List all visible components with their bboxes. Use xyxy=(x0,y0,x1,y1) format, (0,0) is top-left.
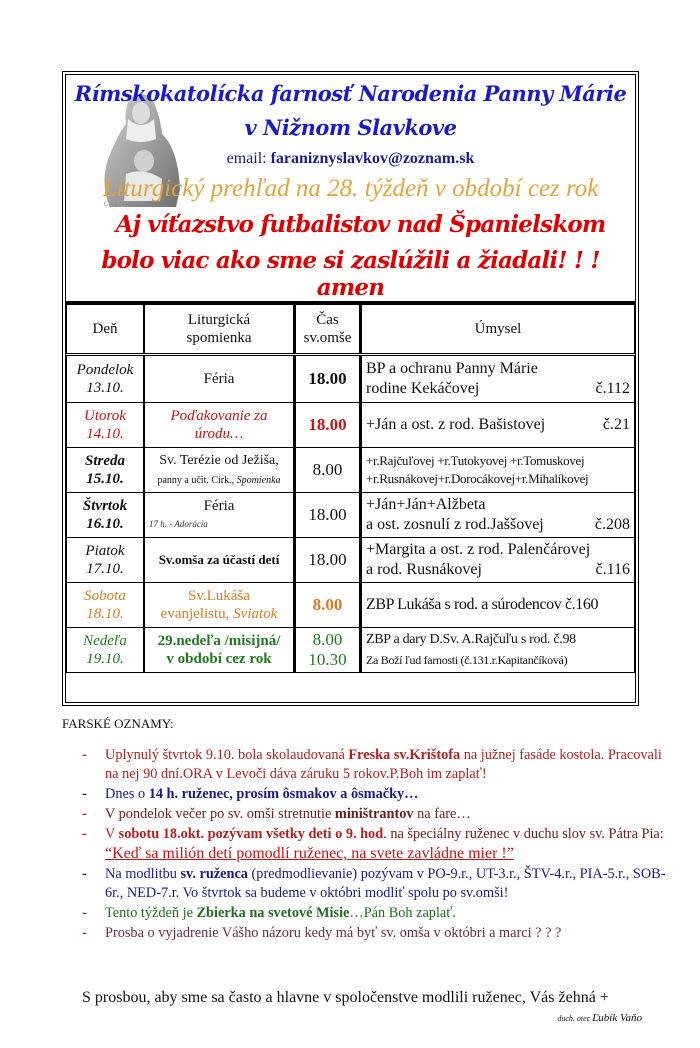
intention-cell: ZBP a dary D.Sv. A.Rajčuľu s rod. č.98 Za Boží ľud farnosti (č.131.r.Kapitančíková) xyxy=(361,628,635,673)
announcement-item: - Dnes o 14 h. ruženec, prosím ôsmakov a ôsmačky… xyxy=(82,786,419,802)
time-cell: 18.00 xyxy=(295,355,361,403)
intention-cell: +Margita a ost. z rod. Palenčárovej a rod. Rusnákovej č.116 xyxy=(361,538,635,583)
day-cell: Utorok 14.10. xyxy=(67,403,145,448)
header-liturgy: Liturgická spomienka xyxy=(144,305,295,355)
table-row xyxy=(67,448,635,493)
liturgy-cell: Poďakovanie za úrodu… xyxy=(144,403,295,448)
header-day: Deň xyxy=(67,305,145,355)
bulletin-frame xyxy=(62,71,639,706)
intention-cell: +Ján a ost. z rod. Bašistovej č.21 xyxy=(361,403,635,448)
intention-cell: ZBP Lukáša s rod. a súrodencov č.160 xyxy=(361,583,635,628)
liturgy-cell: Sv.omša za účastí detí xyxy=(144,538,295,583)
announcement-item: - Tento týždeň je Zbierka na svetové Misie…Pán Boh zaplať. xyxy=(82,905,456,921)
closing-text: S prosbou, aby sme sa často a hlavne v spoločenstve modlili ruženec, Vás žehná + xyxy=(82,989,609,1006)
announcement-item: - V sobotu 18.okt. pozývam všetky deti o 9. hod. na špeciálny ruženec v duchu slov sv. Pátra Pia: “Keď sa milión detí pomodlí ruženec, na svete zavládne mier !” xyxy=(82,826,664,862)
time-cell: 8.00 xyxy=(295,448,361,493)
announcement-item: - Prosba o vyjadrenie Vášho názoru kedy má byť sv. omša v októbri a marci ? ? ? xyxy=(82,925,562,941)
liturgy-cell: 29.nedeľa /misijná/ v období cez rok xyxy=(144,628,295,673)
day-cell: Nedeľa 19.10. xyxy=(67,628,145,673)
time-cell: 18.00 xyxy=(295,493,361,538)
svg-text:Ceske-tradice: Ceske-tradice xyxy=(104,200,143,208)
table-header-row xyxy=(67,305,635,355)
time-cell: 8.00 xyxy=(295,583,361,628)
table-row xyxy=(67,493,635,538)
parish-name: Rímskokatolícka farnosť Narodenia Panny Márie xyxy=(74,81,627,106)
email-label: email: xyxy=(226,150,271,167)
intention-cell: +r.Rajčuľovej +r.Tutokyovej +r.Tomuskovej +r.Rusnákovej+r.Dorocákovej+r.Mihalíkovej xyxy=(361,448,635,493)
message-line-1: Aj víťazstvo futbalistov nad Španielskom xyxy=(115,211,606,238)
signature: duch. otec Ľubík Vaňo xyxy=(557,1012,642,1024)
time-cell: 18.00 xyxy=(295,403,361,448)
announcements-list xyxy=(78,746,668,944)
announcements-title: FARSKÉ OZNAMY: xyxy=(62,716,174,731)
table-row xyxy=(67,355,635,403)
email-line xyxy=(66,150,635,168)
time-cell: 18.00 xyxy=(295,538,361,583)
email-link[interactable]: faraniznyslavkov@zoznam.sk xyxy=(270,150,475,167)
liturgy-cell: Féria xyxy=(144,355,295,403)
padre-pio-quote: “Keď sa milión detí pomodlí ruženec, na svete zavládne mier !” xyxy=(105,845,514,862)
header-intention: Úmysel xyxy=(361,305,635,355)
table-row xyxy=(67,628,635,673)
table-row xyxy=(67,538,635,583)
day-cell: Sobota 18.10. xyxy=(67,583,145,628)
liturgy-cell: Sv. Terézie od Ježiša, panny a učit. Cirk., Spomienka xyxy=(144,448,295,493)
bulletin-header xyxy=(66,75,635,304)
day-cell: Pondelok 13.10. xyxy=(67,355,145,403)
mass-schedule-table xyxy=(66,304,635,673)
announcement-item: - Uplynulý štvrtok 9.10. bola skolaudovaná Freska sv.Krištofa na južnej fasáde kostola. Pracovali na nej 90 dní.ORA v Levoči dáva záruku 5 rokov.P.Boh im zaplať! xyxy=(82,747,662,782)
intention-cell: +Ján+Ján+Alžbeta a ost. zosnulí z rod.Jaššovej č.208 xyxy=(361,493,635,538)
day-cell: Streda 15.10. xyxy=(67,448,145,493)
announcement-item: - V pondelok večer po sv. omši stretnutie miništrantov na fare… xyxy=(82,806,471,822)
time-cell: 8.00 10.30 xyxy=(295,628,361,673)
parish-location: v Nižnom Slavkove xyxy=(244,115,457,140)
liturgy-week-title: Liturgický prehľad na 28. týždeň v období cez rok xyxy=(102,175,599,202)
header-time: Čas sv.omše xyxy=(295,305,361,355)
announcement-item: - Na modlitbu sv. ruženca (predmodlievanie) pozývam v PO-9.r., UT-3.r., ŠTV-4.r., PIA-5.r., SOB-6r., NED-7.r. Vo štvrtok sa budeme v októbri modliť spolu po sv.omši! xyxy=(82,866,666,901)
liturgy-cell: Sv.Lukáša evanjelistu, Sviatok xyxy=(144,583,295,628)
day-cell: Štvrtok 16.10. xyxy=(67,493,145,538)
table-row xyxy=(67,403,635,448)
intention-cell: BP a ochranu Panny Márie rodine Kekáčovej č.112 xyxy=(361,355,635,403)
table-row xyxy=(67,583,635,628)
liturgy-cell: Féria 17 h. - Adorácia xyxy=(144,493,295,538)
day-cell: Piatok 17.10. xyxy=(67,538,145,583)
message-line-2: bolo viac ako sme si zaslúžili a žiadali! ! ! amen xyxy=(101,247,600,301)
